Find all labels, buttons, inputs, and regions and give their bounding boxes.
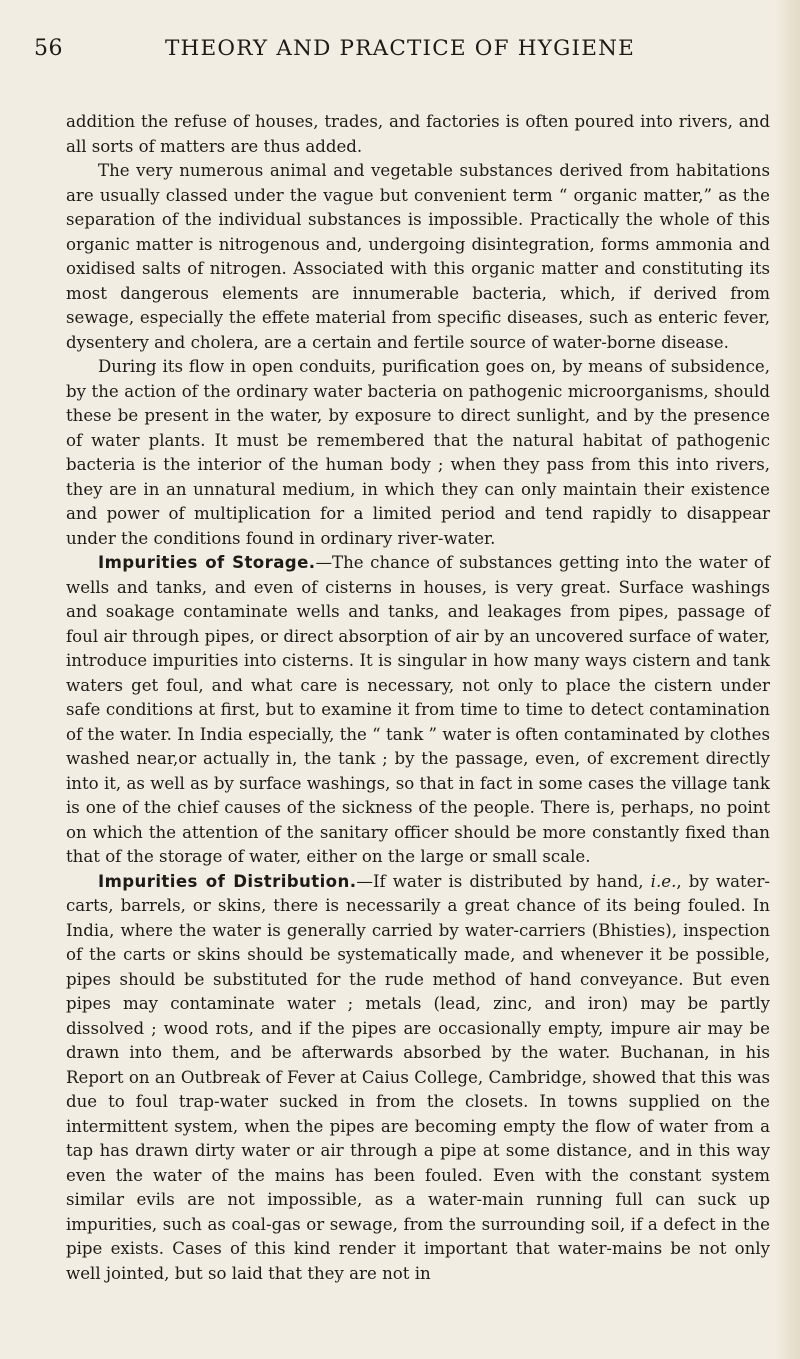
section-text-distribution-b: , by water-carts, barrels, or skins, there is necessarily a great chance of its being fouled. In India, where the water is generally carried by water-carriers (Bhisties), inspection of the carts or skins should be systematically made, and whenever it be possible, pipes should be substituted for the rude method of hand conveyance. But even pipes may contaminate water ; metals (lead, zinc, and iron) may be partly dissolved ; wood rots, and if the pipes are occasionally empty, impure air may be drawn into them, and be afterwards absorbed by the water. Buchanan, in his Report on an Outbreak of Fever at Caius College, Cambridge, showed that this was due to foul trap-water sucked in from the closets. In towns supplied on the intermittent system, when the pipes are becoming empty the flow of water from a tap has drawn dirty water or air through a pipe at some distance, and in this way even the water of the mains has been fouled. Even with the constant system similar evils are not impossible, as a water-main running full can suck up impurities, such as coal-gas or sewage, from the surrounding soil, if a defect in the pipe exists. Cases of this kind render it important that water-mains be not only well jointed, but so laid that they are not in [66,871,770,1283]
paragraph: The very numerous animal and vegetable substances derived from habitations are usually classed under the vague but convenient term “ organic matter,” as the separation of the individual substances is impossible. Practically the whole of this organic matter is nitrogenous and, undergoing disintegration, forms ammonia and oxidised salts of nitrogen. Associated with this organic matter and constituting its most dangerous elements are innumerable bacteria, which, if derived from sewage, especially the effete material from specific diseases, such as enteric fever, dysentery and cholera, are a certain and fertile source of water-borne disease. [66,161,770,352]
abbreviation-ie: i.e. [650,871,677,891]
running-title: THEORY AND PRACTICE OF HYGIENE [164,36,635,61]
section-heading-distribution: Impurities of Distribution. [98,871,357,891]
paragraph-distribution [66,870,770,1287]
section-text-storage: —The chance of substances getting into the water of wells and tanks, and even of cisterns in houses, is very great. Surface washings and soakage contaminate wells and tanks, and leakages from pipes, passage of foul air through pipes, or direct absorption of air by an uncovered surface of water, introduce impurities into cisterns. It is singular in how many ways cistern and tank waters get foul, and what care is necessary, not only to place the cistern under safe conditions at first, but to examine it from time to time to detect contamination of the water. In India especially, the “ tank ” water is often contaminated by clothes washed near,or actually in, the tank ; by the passage, even, of excrement directly into it, as well as by surface washings, so that in fact in some cases the village tank is one of the chief causes of the sickness of the people. There is, perhaps, no point on which the attention of the sanitary officer should be more constantly fixed than that of the storage of water, either on the large or small scale. [66,553,771,866]
paragraph-storage [66,551,770,870]
page-number: 56 [34,36,63,61]
section-text-distribution-a: —If water is distributed by hand, [356,871,651,891]
page-header [0,30,800,66]
section-heading-storage: Impurities of Storage. [98,553,316,572]
paragraph: During its flow in open conduits, purification goes on, by means of subsidence, by the action of the ordinary water bacteria on pathogenic microorganisms, should these be present in the water, by exposure to direct sunlight, and by the presence of water plants. It must be remembered that the natural habitat of pathogenic bacteria is the interior of the human body ; when they pass from this into rivers, they are in an unnatural medium, in which they can only maintain their existence and power of multiplication for a limited period and tend rapidly to disappear under the conditions found in ordinary river-water. [66,357,770,548]
body-text [66,110,770,1286]
page-edge-shadow [774,0,800,1359]
paragraph: addition the refuse of houses, trades, and factories is often poured into rivers, and all sorts of matters are thus added. [66,112,770,156]
